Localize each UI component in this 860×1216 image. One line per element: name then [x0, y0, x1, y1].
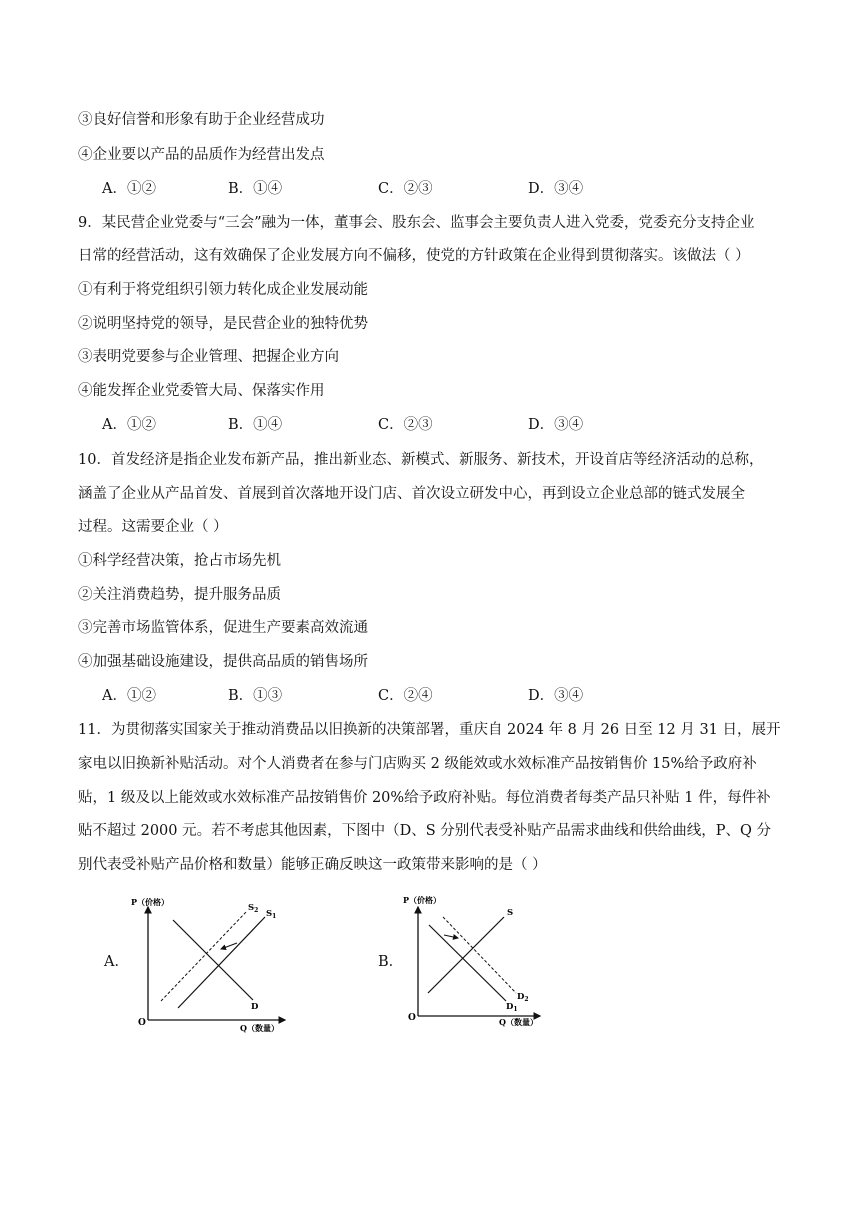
q11-stem-line-1: 11．为贯彻落实国家关于推动消费品以旧换新的决策部署，重庆自 2024 年 8 月 26 日至 12 月 31 日，展开	[78, 722, 781, 738]
q8-choice-c: C．②③	[378, 181, 433, 197]
q9-item-4: ④能发挥企业党委管大局、保落实作用	[78, 383, 325, 399]
q10-item-2: ②关注消费趋势，提升服务品质	[78, 587, 281, 603]
q11-stem-line-2: 家电以旧换新补贴活动。对个人消费者在参与门店购买 2 级能效或水效标准产品按销售价 15%给予政府补	[78, 756, 757, 772]
figure-b-d1-curve	[429, 925, 506, 1001]
figure-a-supply-demand-graph	[125, 885, 305, 1035]
q11-stem-line-5: 别代表受补贴产品价格和数量）能够正确反映这一政策带来影响的是（ ）	[78, 857, 547, 873]
q9-item-3: ③表明党要参与企业管理、把握企业方向	[78, 349, 339, 365]
figure-a-s1-label: $S_1$	[266, 909, 277, 920]
figure-b-origin: O	[408, 1013, 416, 1023]
figure-b-s-label: S	[507, 908, 514, 918]
figure-a-label: A．	[104, 954, 129, 970]
q9-item-1: ①有利于将党组织引领力转化成企业发展动能	[78, 282, 368, 298]
q10-stem-line-1: 10．首发经济是指企业发布新产品，推出新业态、新模式、新服务、新技术，开设首店等经济活动的总称，	[78, 452, 764, 468]
figure-a-s2-curve	[161, 911, 247, 1001]
figure-a-y-axis-label: P（价格）	[131, 897, 170, 907]
q11-stem-line-4: 贴不超过 2000 元。若不考虑其他因素，下图中（D、S 分别代表受补贴产品需求曲线和供给曲线，P、Q 分	[78, 823, 772, 839]
q10-stem-line-2: 涵盖了企业从产品首发、首展到首次落地开设门店、首次设立研发中心，再到设立企业总部的链式发展全	[78, 486, 745, 502]
figure-a-x-axis-label: Q（数量）	[240, 1023, 279, 1033]
figure-b-supply-demand-graph	[398, 885, 548, 1030]
q10-item-1: ①科学经营决策，抢占市场先机	[78, 553, 281, 569]
figure-b-s-curve	[428, 917, 504, 993]
figure-b-y-axis-label: P（价格）	[403, 895, 442, 905]
q8-item-4: ④企业要以产品的品质作为经营出发点	[78, 147, 325, 163]
figure-b-x-axis-label: Q（数量）	[499, 1017, 538, 1027]
q11-stem-line-3: 贴，1 级及以上能效或水效标准产品按销售价 20%给予政府补贴。每位消费者每类产品只补贴 1 件，每件补	[78, 790, 771, 806]
figure-a-s1-curve	[178, 917, 265, 1008]
figure-b-shift-arrow	[444, 935, 458, 938]
q10-stem-line-3: 过程。这需要企业（ ）	[78, 519, 228, 535]
q10-choice-a: A．①②	[102, 688, 156, 704]
q10-item-4: ④加强基础设施建设，提供高品质的销售场所	[78, 654, 368, 670]
q8-choice-a: A．①②	[102, 181, 156, 197]
q9-choice-d: D．③④	[528, 417, 584, 433]
q9-choice-c: C．②③	[378, 417, 433, 433]
figure-b-d1-label: $D_1$	[506, 1002, 518, 1013]
q9-choice-a: A．①②	[102, 417, 156, 433]
figure-a-s2-label: $S_2$	[248, 903, 259, 914]
q10-choice-b: B．①③	[228, 688, 283, 704]
figure-b-label: B．	[378, 954, 404, 970]
q10-choice-d: D．③④	[528, 688, 584, 704]
q9-stem-line-1: 9．某民营企业党委与“三会”融为一体，董事会、股东会、监事会主要负责人进入党委，党委充分支持企业	[78, 215, 755, 231]
q9-stem-line-2: 日常的经营活动，这有效确保了企业发展方向不偏移，使党的方针政策在企业得到贯彻落实。该做法（ ）	[78, 248, 750, 264]
q8-choice-d: D．③④	[528, 181, 584, 197]
q8-choice-b: B．①④	[228, 181, 283, 197]
q9-item-2: ②说明坚持党的领导，是民营企业的独特优势	[78, 316, 368, 332]
q10-item-3: ③完善市场监管体系，促进生产要素高效流通	[78, 620, 368, 636]
figure-a-d-label: D	[251, 1002, 259, 1012]
figure-b-d2-curve	[443, 917, 516, 993]
q10-choice-c: C．②④	[378, 688, 433, 704]
q9-choice-b: B．①④	[228, 417, 283, 433]
figure-a-origin: O	[138, 1018, 146, 1028]
figure-b-d2-label: $D_2$	[517, 992, 529, 1003]
q8-item-3: ③良好信誉和形象有助于企业经营成功	[78, 112, 325, 128]
figure-a-d-curve	[173, 920, 253, 1000]
